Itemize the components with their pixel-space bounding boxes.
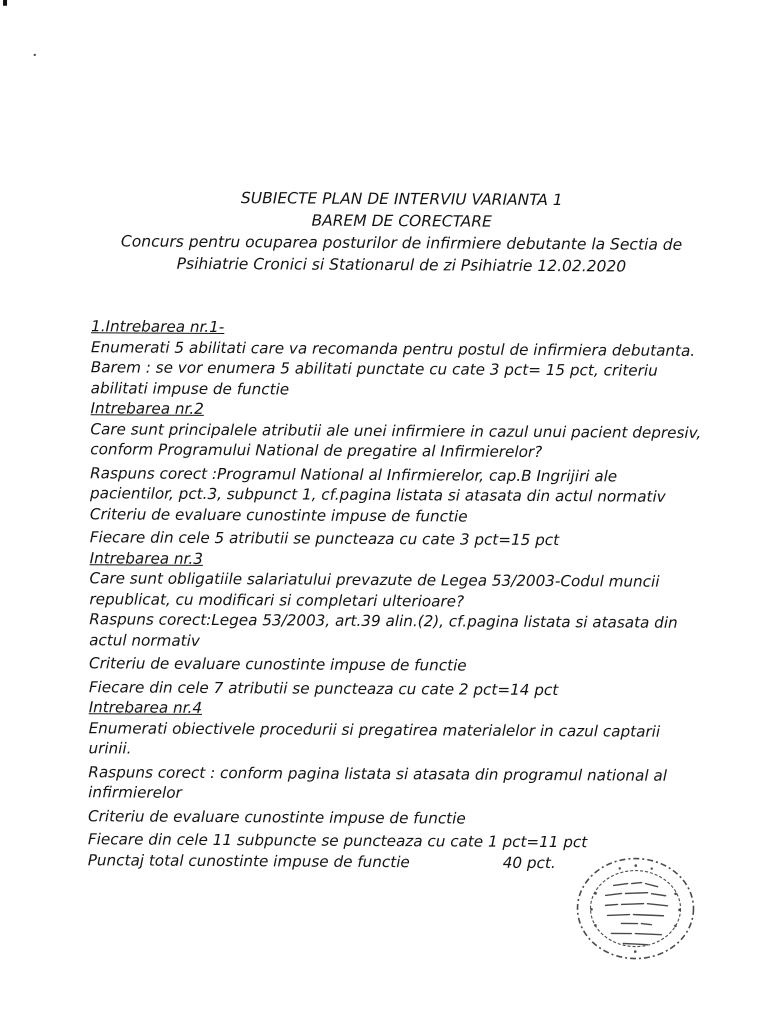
q3-answer-line-1: Raspuns corect:Legea 53/2003, art.39 alin.(2), cf.pagina listata si atasata din (89, 609, 679, 633)
q2-criteria: Criteriu de evaluare cunostinte impuse de functie (90, 504, 680, 528)
scan-dust (34, 54, 36, 56)
document-body (88, 316, 681, 874)
q1-title: 1.Intrebarea nr.1- (91, 316, 681, 340)
header-title: SUBIECTE PLAN DE INTERVIU VARIANTA 1 (62, 186, 742, 212)
q4-title: Intrebarea nr.4 (89, 697, 679, 721)
q3-answer-line-2: actul normativ (89, 630, 679, 654)
q4-question-line-2: urinii. (88, 738, 678, 762)
q3-scoring: Fiecare din cele 7 atributii se puncteaza cu cate 2 pct=14 pct (89, 677, 679, 701)
q2-scoring: Fiecare din cele 5 atributii se puncteaza cu cate 3 pct=15 pct (90, 527, 680, 551)
q2-answer-line-2: pacientilor, pct.3, subpunct 1, cf.pagina listata si atasata din actul normativ (90, 483, 680, 507)
q4-answer-line-2: infirmierelor (88, 782, 678, 806)
total-label: Punctaj total cunostinte impuse de functie (88, 851, 410, 871)
q4-criteria: Criteriu de evaluare cunostinte impuse de functie (88, 806, 678, 830)
q2-answer-line-1: Raspuns corect :Programul National al Infirmierelor, cap.B Ingrijiri ale (90, 463, 680, 487)
header-contest-line-1: Concurs pentru ocuparea posturilor de infirmiere debutante la Sectia de (62, 230, 742, 256)
q3-question-line-1: Care sunt obligatiile salariatului prevazute de Legea 53/2003-Codul muncii (89, 568, 679, 592)
q1-barem-line-1: Barem : se vor enumera 5 abilitati punctate cu cate 3 pct= 15 pct, criteriu (91, 357, 681, 381)
total-value: 40 pct. (503, 852, 556, 873)
q2-question-line-2: conform Programului National de pregatire al Infirmierelor? (90, 439, 680, 463)
q4-question-line-1: Enumerati obiectivele procedurii si pregatirea materialelor in cazul captarii (89, 718, 679, 742)
scan-artifact (3, 0, 7, 6)
q3-title: Intrebarea nr.3 (90, 548, 680, 572)
q2-question-line-1: Care sunt principalele atributii ale unei infirmiere in cazul unui pacient depresiv, (90, 419, 680, 443)
q3-criteria: Criteriu de evaluare cunostinte impuse de functie (89, 653, 679, 677)
q2-title: Intrebarea nr.2 (90, 398, 680, 422)
q1-question: Enumerati 5 abilitati care va recomanda pentru postul de infirmiera debutanta. (91, 337, 681, 361)
document-header (61, 186, 742, 278)
q4-scoring: Fiecare din cele 11 subpuncte se puncteaza cu cate 1 pct=11 pct (88, 829, 678, 853)
q3-question-line-2: republicat, cu modificari si completari ulterioare? (89, 589, 679, 613)
official-stamp-icon (571, 853, 702, 964)
header-subtitle: BAREM DE CORECTARE (62, 208, 742, 234)
header-contest-line-2: Psihiatrie Cronici si Stationarul de zi Psihiatrie 12.02.2020 (61, 252, 741, 278)
q1-barem-line-2: abilitati impuse de functie (91, 378, 681, 402)
q4-answer-line-1: Raspuns corect : conform pagina listata si atasata din programul national al (88, 762, 678, 786)
